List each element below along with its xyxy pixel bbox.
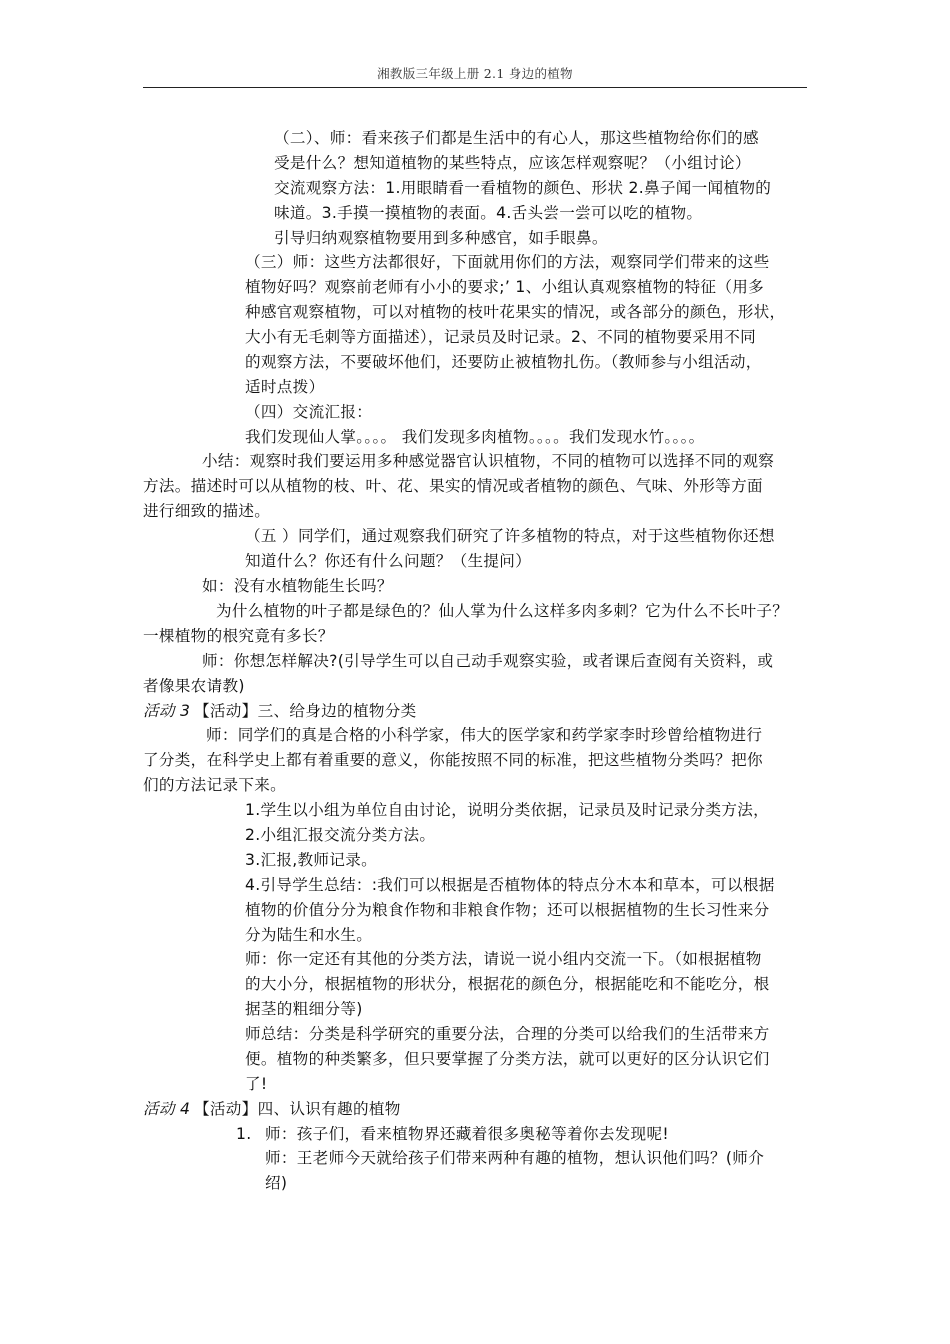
- text-line: 大小有无毛刺等方面描述），记录员及时记录。2、不同的植物要采用不同: [245, 328, 757, 346]
- text-line: 植物的价值分分为粮食作物和非粮食作物；还可以根据植物的生长习性来分: [245, 901, 770, 919]
- activity-label: 活动 4: [143, 1100, 191, 1118]
- text-line: 味道。3.手摸一摸植物的表面。4.舌头尝一尝可以吃的植物。: [274, 204, 703, 222]
- text-line: 小结：观察时我们要运用多种感觉器官认识植物，不同的植物可以选择不同的观察: [202, 452, 775, 470]
- text-line: 引导归纳观察植物要用到多种感官，如手眼鼻。: [274, 229, 608, 247]
- text-line: 3.汇报,教师记录。: [245, 851, 377, 869]
- section-heading: 【活动】四、认识有趣的植物: [194, 1100, 401, 1118]
- list-number: 1.: [236, 1125, 252, 1143]
- text-line: （五 ）同学们，通过观察我们研究了许多植物的特点，对于这些植物你还想: [245, 527, 775, 545]
- text-line: 的观察方法，不要破坏他们，还要防止被植物扎伤。（教师参与小组活动，: [245, 353, 762, 371]
- text-line: 的大小分，根据植物的形状分，根据花的颜色分，根据能吃和不能吃分，根: [245, 975, 770, 993]
- text-line: 种感官观察植物，可以对植物的枝叶花果实的情况，或各部分的颜色，形状，: [245, 303, 786, 321]
- text-line: 师：王老师今天就给孩子们带来两种有趣的植物，想认识他们吗？(师介: [265, 1149, 765, 1167]
- text-line: 师：同学们的真是合格的小科学家，伟大的医学家和药学家李时珍曾给植物进行: [206, 726, 763, 744]
- text-line: 们的方法记录下来。: [143, 776, 287, 794]
- text-line: 师总结：分类是科学研究的重要分法，合理的分类可以给我们的生活带来方: [245, 1025, 770, 1043]
- page-header: 湘教版三年级上册 2.1 身边的植物: [377, 66, 573, 81]
- text-line: 我们发现仙人掌。。。。 我们发现多肉植物。。。。我们发现水竹。。。。: [245, 428, 705, 446]
- text-line: （四）交流汇报：: [245, 403, 373, 421]
- header-divider: [143, 87, 807, 88]
- activity-label: 活动 3: [143, 702, 191, 720]
- text-line: 了分类，在科学史上都有着重要的意义，你能按照不同的标准，把这些植物分类吗？把你: [143, 751, 763, 769]
- text-line: （二）、师：看来孩子们都是生活中的有心人，那这些植物给你们的感: [274, 129, 759, 147]
- text-line: 分为陆生和水生。: [245, 926, 373, 944]
- text-line: 绍): [265, 1174, 288, 1192]
- text-line: 者像果农请教): [143, 677, 245, 695]
- text-line: 知道什么？你还有什么问题？（生提问）: [245, 552, 532, 570]
- text-line: 据茎的粗细分等): [245, 1000, 363, 1018]
- text-line: 师：你想怎样解决?(引导学生可以自己动手观察实验，或者课后查阅有关资料，或: [202, 652, 774, 670]
- text-line: 了!: [245, 1075, 268, 1093]
- text-line: 1.学生以小组为单位自由讨论，说明分类依据，记录员及时记录分类方法，: [245, 801, 770, 819]
- text-line: 进行细致的描述。: [143, 502, 271, 520]
- text-line: 师：你一定还有其他的分类方法，请说一说小组内交流一下。（如根据植物: [245, 950, 762, 968]
- text-line: 交流观察方法：1.用眼睛看一看植物的颜色、形状 2.鼻子闻一闻植物的: [274, 179, 772, 197]
- text-line: 受是什么？想知道植物的某些特点，应该怎样观察呢？（小组讨论）: [274, 154, 751, 172]
- text-line: （三）师：这些方法都很好，下面就用你们的方法，观察同学们带来的这些: [245, 253, 770, 271]
- text-line: 方法。描述时可以从植物的枝、叶、花、果实的情况或者植物的颜色、气味、外形等方面: [143, 477, 763, 495]
- text-line: 植物好吗？观察前老师有小小的要求;’ 1、小组认真观察植物的特征（用多: [245, 278, 764, 296]
- text-line: 适时点拨）: [245, 378, 325, 396]
- text-line: 便。植物的种类繁多，但只要掌握了分类方法，就可以更好的区分认识它们: [245, 1050, 770, 1068]
- text-line: 师：孩子们，看来植物界还藏着很多奥秘等着你去发现呢!: [265, 1125, 669, 1143]
- text-line: 4.引导学生总结：:我们可以根据是否植物体的特点分木本和草本，可以根据: [245, 876, 775, 894]
- text-line: 为什么植物的叶子都是绿色的？仙人掌为什么这样多肉多刺？它为什么不长叶子？: [216, 602, 789, 620]
- text-line: 如：没有水植物能生长吗？: [202, 577, 393, 595]
- text-line: 一棵植物的根究竟有多长？: [143, 627, 334, 645]
- section-heading: 【活动】三、给身边的植物分类: [194, 702, 417, 720]
- text-line: 2.小组汇报交流分类方法。: [245, 826, 436, 844]
